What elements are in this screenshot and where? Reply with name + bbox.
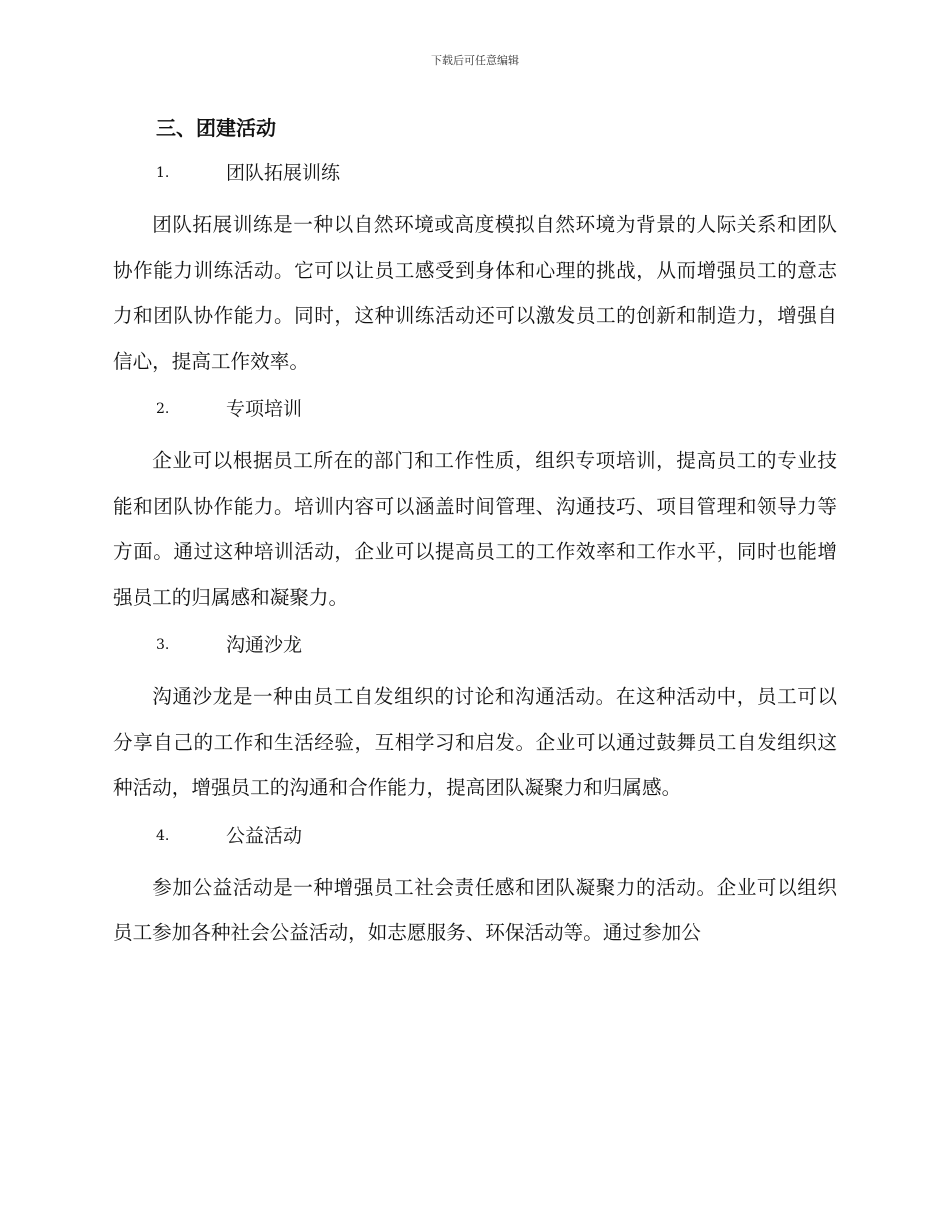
item-paragraph: 沟通沙龙是一种由员工自发组织的讨论和沟通活动。在这种活动中，员工可以分享自己的工作和生活经验，互相学习和启发。企业可以通过鼓舞员工自发组织这种活动，增强员工的沟通和合作能力，提高团队凝聚力和归属感。 [113,685,837,799]
item-4 [113,816,837,956]
section-title: 三、团建活动 [156,116,276,140]
item-paragraph: 团队拓展训练是一种以自然环境或高度模拟自然环境为背景的人际关系和团队协作能力训练活动。它可以让员工感受到身体和心理的挑战，从而增强员工的意志力和团队协作能力。同时，这种训练活动还可以激发员工的创新和制造力，增强自信心，提高工作效率。 [113,213,837,373]
item-paragraph: 企业可以根据员工所在的部门和工作性质，组织专项培训，提高员工的专业技能和团队协作能力。培训内容可以涵盖时间管理、沟通技巧、项目管理和领导力等方面。通过这种培训活动，企业可以提高员工的工作效率和工作水平，同时也能增强员工的归属感和凝聚力。 [113,449,837,609]
item-title: 沟通沙龙 [226,634,303,656]
item-paragraph: 参加公益活动是一种增强员工社会责任感和团队凝聚力的活动。企业可以组织员工参加各种社会公益活动，如志愿服务、环保活动等。通过参加公 [113,875,837,944]
item-title: 专项培训 [226,398,303,420]
item-number: 3. [156,637,170,653]
item-3 [113,625,837,811]
item-2 [113,389,837,620]
item-title: 公益活动 [226,824,303,847]
item-1 [113,153,837,384]
item-number: 1. [156,165,170,181]
item-heading [113,389,837,429]
item-heading [113,816,837,856]
item-number: 4. [156,827,170,844]
item-number: 2. [156,401,170,417]
item-heading [113,625,837,665]
page-header: 下载后可任意编辑 [431,54,519,67]
item-heading [113,153,837,193]
document-body [113,108,837,961]
item-title: 团队拓展训练 [226,162,341,184]
